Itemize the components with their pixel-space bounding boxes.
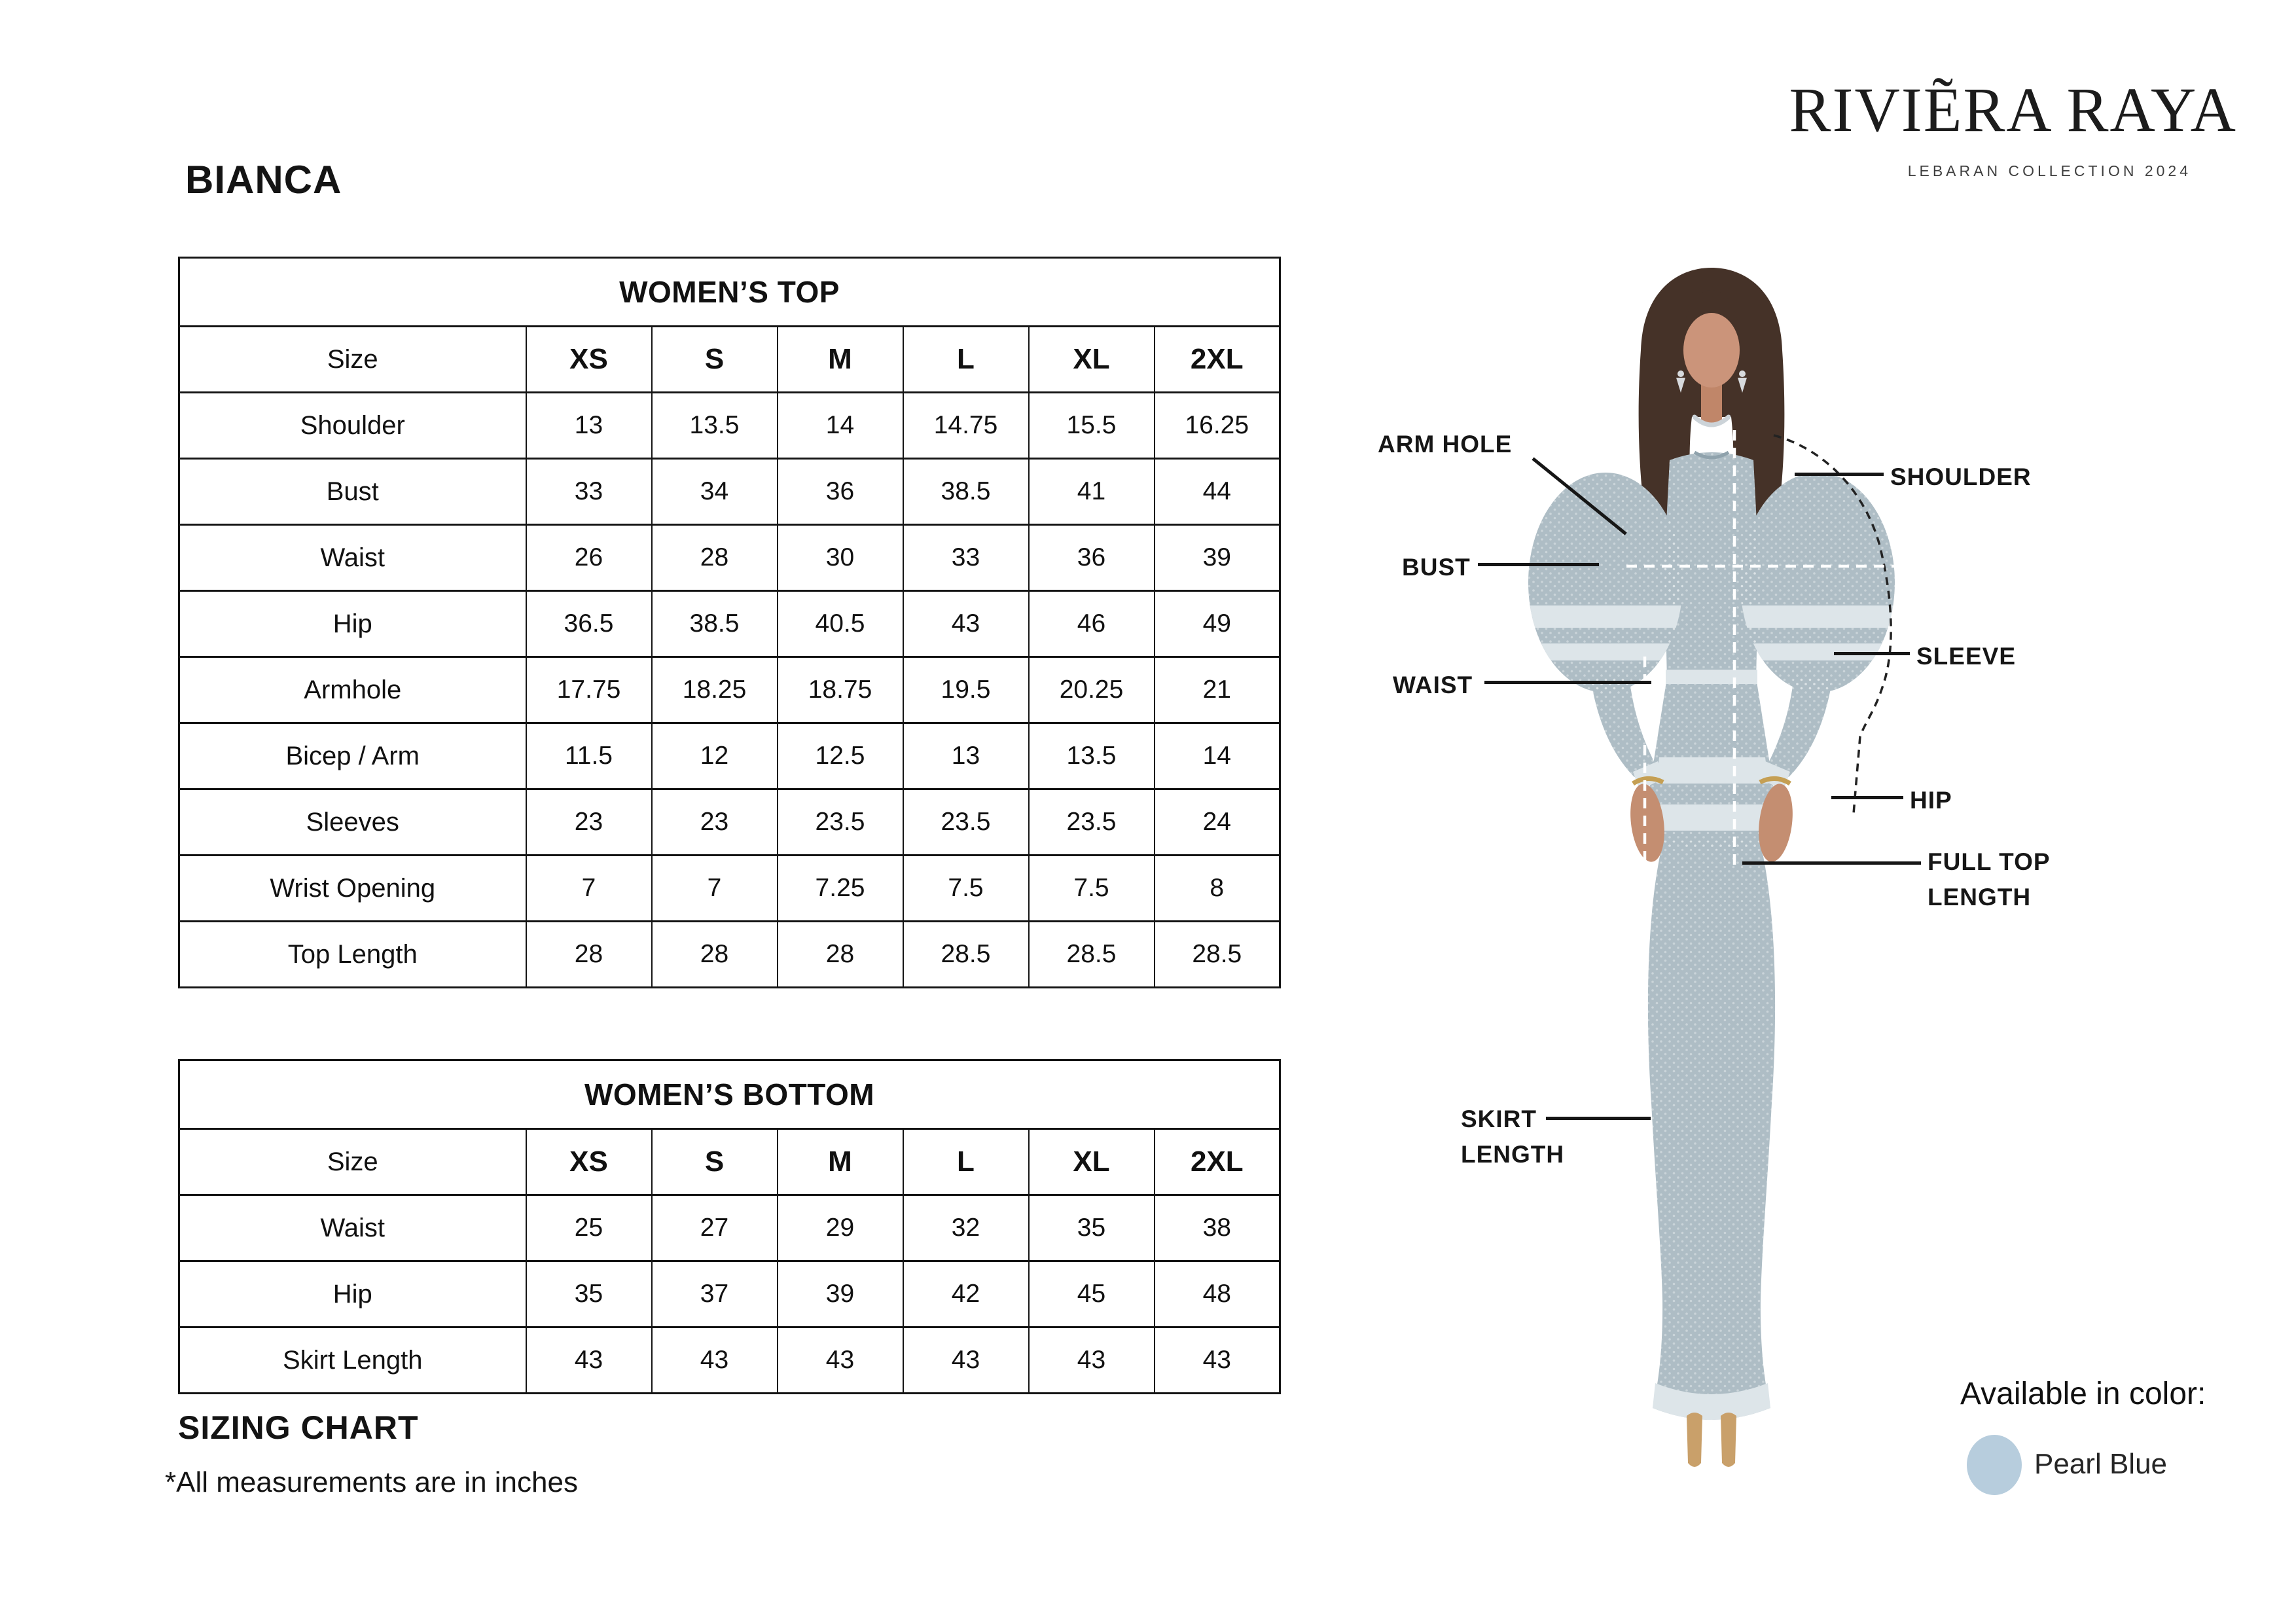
womens-top-table	[178, 257, 1281, 988]
measurement-row	[179, 856, 1280, 922]
value-cell: 43	[903, 1327, 1029, 1394]
size-cell: S	[652, 327, 778, 393]
value-cell: 49	[1155, 591, 1280, 657]
value-cell: 36	[1029, 525, 1155, 591]
value-cell: 13.5	[1029, 723, 1155, 789]
value-cell: 38.5	[903, 459, 1029, 525]
value-cell: 28.5	[903, 922, 1029, 988]
value-cell: 29	[778, 1195, 903, 1261]
hip-leader-line	[1831, 796, 1903, 799]
size-cell: 2XL	[1155, 1129, 1280, 1195]
value-cell: 13.5	[652, 393, 778, 459]
measurement-row	[179, 922, 1280, 988]
measurement-row	[179, 1327, 1280, 1394]
measurement-row	[179, 723, 1280, 789]
swatch-color-name: Pearl Blue	[2034, 1448, 2168, 1480]
size-header-row	[179, 1129, 1280, 1195]
value-cell: 39	[1155, 525, 1280, 591]
model-photo	[1476, 252, 1964, 1496]
sleeve-label: SLEEVE	[1916, 643, 2016, 670]
skirt-length-leader-line	[1546, 1117, 1651, 1120]
womens-bottom-table	[178, 1059, 1281, 1394]
row-label: Waist	[179, 525, 526, 591]
value-cell: 28	[778, 922, 903, 988]
value-cell: 25	[526, 1195, 652, 1261]
measurement-row	[179, 525, 1280, 591]
measurement-row	[179, 1195, 1280, 1261]
value-cell: 15.5	[1029, 393, 1155, 459]
value-cell: 43	[1029, 1327, 1155, 1394]
measurement-row	[179, 459, 1280, 525]
model-face	[1683, 313, 1740, 388]
value-cell: 7	[652, 856, 778, 922]
size-cell: M	[778, 327, 903, 393]
measurement-row	[179, 591, 1280, 657]
value-cell: 26	[526, 525, 652, 591]
value-cell: 14.75	[903, 393, 1029, 459]
table-title-row	[179, 1060, 1280, 1129]
size-cell: XL	[1029, 327, 1155, 393]
page-title: BIANCA	[185, 158, 342, 202]
value-cell: 43	[903, 591, 1029, 657]
sizing-chart-heading: SIZING CHART	[178, 1409, 419, 1446]
value-cell: 43	[778, 1327, 903, 1394]
full-top-length-leader-line	[1742, 861, 1921, 865]
value-cell: 14	[778, 393, 903, 459]
value-cell: 43	[652, 1327, 778, 1394]
value-cell: 38.5	[652, 591, 778, 657]
sleeve-leader-line	[1834, 652, 1910, 655]
value-cell: 13	[526, 393, 652, 459]
bust-label: BUST	[1402, 554, 1471, 581]
value-cell: 35	[1029, 1195, 1155, 1261]
value-cell: 46	[1029, 591, 1155, 657]
measurement-row	[179, 1261, 1280, 1327]
full-top-length-label: FULL TOP LENGTH	[1928, 848, 2050, 911]
size-cell: L	[903, 327, 1029, 393]
hip-label: HIP	[1910, 787, 1952, 814]
table-title-row	[179, 258, 1280, 327]
value-cell: 45	[1029, 1261, 1155, 1327]
shoulder-leader-line	[1795, 473, 1884, 476]
value-cell: 7.5	[903, 856, 1029, 922]
value-cell: 36.5	[526, 591, 652, 657]
value-cell: 24	[1155, 789, 1280, 856]
value-cell: 39	[778, 1261, 903, 1327]
value-cell: 42	[903, 1261, 1029, 1327]
value-cell: 38	[1155, 1195, 1280, 1261]
row-label: Shoulder	[179, 393, 526, 459]
row-label: Sleeves	[179, 789, 526, 856]
measurement-row	[179, 657, 1280, 723]
shoulder-label: SHOULDER	[1890, 463, 2032, 490]
value-cell: 7	[526, 856, 652, 922]
row-label: Wrist Opening	[179, 856, 526, 922]
value-cell: 23	[526, 789, 652, 856]
brand-logo: RIVIẼRA RAYA	[1789, 75, 2237, 145]
value-cell: 28	[652, 922, 778, 988]
row-label: Bust	[179, 459, 526, 525]
row-label: Skirt Length	[179, 1327, 526, 1394]
value-cell: 40.5	[778, 591, 903, 657]
value-cell: 28	[526, 922, 652, 988]
row-label: Top Length	[179, 922, 526, 988]
value-cell: 21	[1155, 657, 1280, 723]
value-cell: 14	[1155, 723, 1280, 789]
size-cell: XL	[1029, 1129, 1155, 1195]
brand-collection: LEBARAN COLLECTION 2024	[1907, 162, 2191, 179]
value-cell: 16.25	[1155, 393, 1280, 459]
value-cell: 23.5	[1029, 789, 1155, 856]
value-cell: 33	[526, 459, 652, 525]
size-label: Size	[179, 327, 526, 393]
size-cell: S	[652, 1129, 778, 1195]
size-cell: 2XL	[1155, 327, 1280, 393]
size-label: Size	[179, 1129, 526, 1195]
value-cell: 7.25	[778, 856, 903, 922]
value-cell: 17.75	[526, 657, 652, 723]
row-label: Armhole	[179, 657, 526, 723]
value-cell: 43	[1155, 1327, 1280, 1394]
pearl-blue-swatch	[1967, 1435, 2022, 1495]
value-cell: 18.75	[778, 657, 903, 723]
value-cell: 11.5	[526, 723, 652, 789]
value-cell: 33	[903, 525, 1029, 591]
value-cell: 32	[903, 1195, 1029, 1261]
table-title: WOMEN’S TOP	[179, 258, 1280, 327]
value-cell: 12	[652, 723, 778, 789]
value-cell: 28.5	[1029, 922, 1155, 988]
value-cell: 37	[652, 1261, 778, 1327]
value-cell: 48	[1155, 1261, 1280, 1327]
value-cell: 18.25	[652, 657, 778, 723]
row-label: Waist	[179, 1195, 526, 1261]
value-cell: 35	[526, 1261, 652, 1327]
value-cell: 41	[1029, 459, 1155, 525]
waist-label: WAIST	[1393, 672, 1473, 698]
value-cell: 8	[1155, 856, 1280, 922]
value-cell: 19.5	[903, 657, 1029, 723]
arm-hole-label: ARM HOLE	[1378, 431, 1513, 458]
measurement-row	[179, 393, 1280, 459]
size-cell: L	[903, 1129, 1029, 1195]
available-in-color-heading: Available in color:	[1960, 1377, 2206, 1411]
row-label: Hip	[179, 591, 526, 657]
value-cell: 30	[778, 525, 903, 591]
value-cell: 23.5	[778, 789, 903, 856]
shoes	[1687, 1413, 1736, 1467]
value-cell: 27	[652, 1195, 778, 1261]
size-cell: XS	[526, 327, 652, 393]
measurement-row	[179, 789, 1280, 856]
value-cell: 36	[778, 459, 903, 525]
skirt-length-label: SKIRT LENGTH	[1461, 1106, 1565, 1168]
size-header-row	[179, 327, 1280, 393]
value-cell: 7.5	[1029, 856, 1155, 922]
row-label: Bicep / Arm	[179, 723, 526, 789]
value-cell: 23	[652, 789, 778, 856]
value-cell: 43	[526, 1327, 652, 1394]
value-cell: 13	[903, 723, 1029, 789]
value-cell: 44	[1155, 459, 1280, 525]
row-label: Hip	[179, 1261, 526, 1327]
size-cell: M	[778, 1129, 903, 1195]
value-cell: 28.5	[1155, 922, 1280, 988]
table-title: WOMEN’S BOTTOM	[179, 1060, 1280, 1129]
value-cell: 23.5	[903, 789, 1029, 856]
value-cell: 34	[652, 459, 778, 525]
size-cell: XS	[526, 1129, 652, 1195]
measurements-note: *All measurements are in inches	[165, 1466, 578, 1498]
waist-leader-line	[1484, 681, 1651, 684]
model-neck	[1701, 383, 1722, 424]
value-cell: 20.25	[1029, 657, 1155, 723]
value-cell: 28	[652, 525, 778, 591]
model-figure	[1476, 252, 1964, 1496]
bust-leader-line	[1478, 563, 1599, 566]
value-cell: 12.5	[778, 723, 903, 789]
